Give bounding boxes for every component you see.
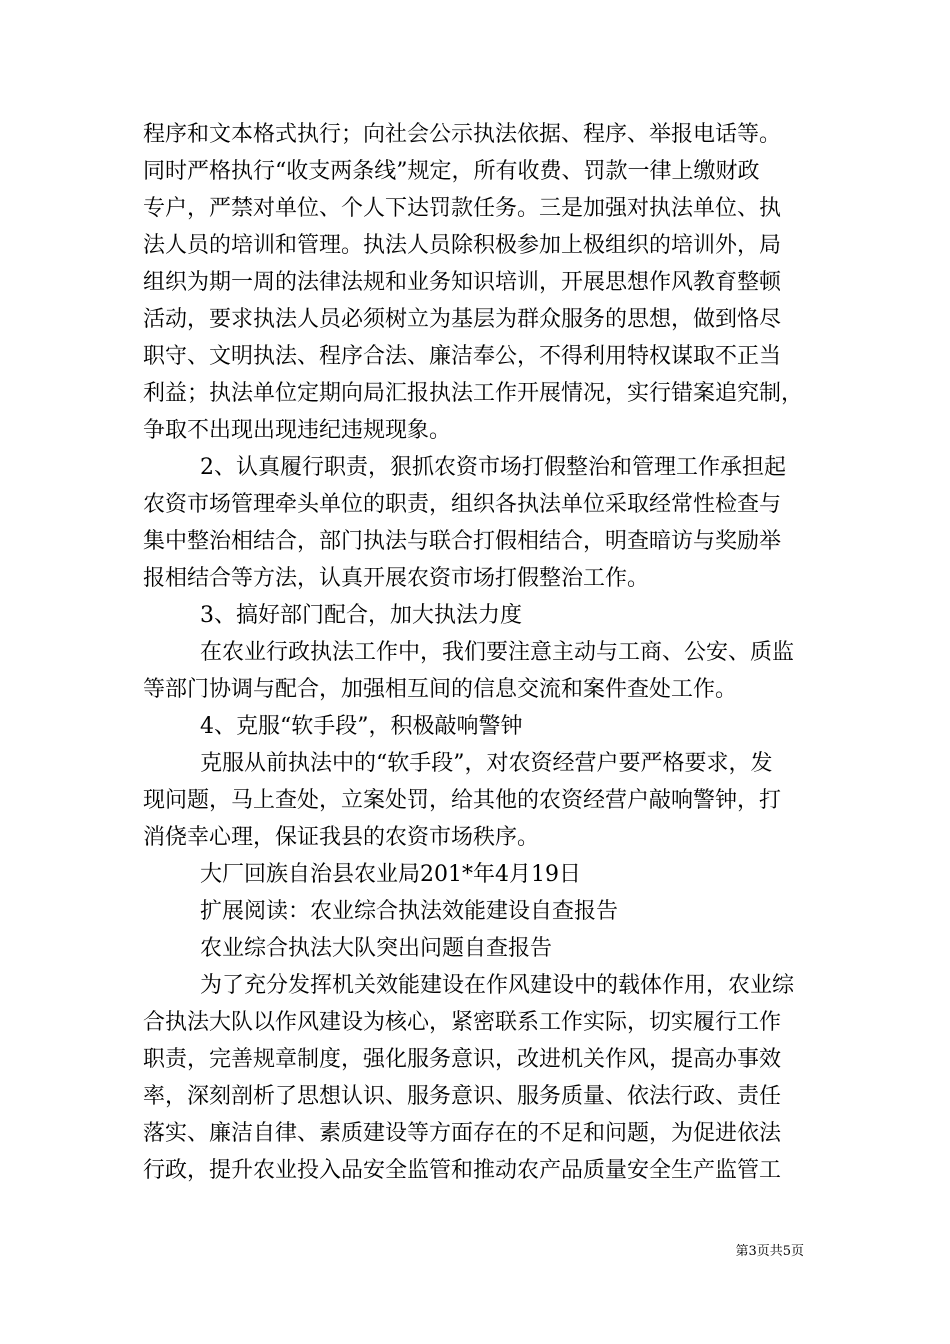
text-line: 职守、文明执法、程序合法、廉洁奉公，不得利用特权谋取不正当 [143, 344, 782, 369]
text-line: 程序和文本格式执行；向社会公示执法依据、程序、举报电话等。 [143, 122, 782, 147]
page-number-footer: 第3页共5页 [735, 1244, 804, 1259]
text-line: 同时严格执行“收支两条线”规定，所有收费、罚款一律上缴财政 [143, 159, 760, 184]
text-line: 报相结合等方法，认真开展农资市场打假整治工作。 [143, 566, 650, 591]
text-line: 集中整治相结合，部门执法与联合打假相结合，明查暗访与奖励举 [143, 529, 782, 554]
text-line: 为了充分发挥机关效能建设在作风建设中的载体作用，农业综 [200, 973, 795, 998]
text-line: 等部门协调与配合，加强相互间的信息交流和案件查处工作。 [143, 677, 738, 702]
extended-reading-title: 扩展阅读：农业综合执法效能建设自查报告 [200, 899, 619, 924]
text-line: 行政，提升农业投入品安全监管和推动农产品质量安全生产监管工 [143, 1158, 782, 1183]
text-line: 活动，要求执法人员必须树立为基层为群众服务的思想，做到恪尽 [143, 307, 782, 332]
report-title: 农业综合执法大队突出问题自查报告 [200, 936, 553, 961]
text-line: 法人员的培训和管理。执法人员除积极参加上极组织的培训外，局 [143, 233, 782, 258]
body-text [143, 116, 823, 1189]
text-line: 落实、廉洁自律、素质建设等方面存在的不足和问题，为促进依法 [143, 1121, 782, 1146]
text-line: 克服从前执法中的“软手段”，对农资经营户要严格要求，发 [200, 751, 773, 776]
text-line: 利益；执法单位定期向局汇报执法工作开展情况，实行错案追究制， [143, 381, 804, 406]
text-line: 消侥幸心理，保证我县的农资市场秩序。 [143, 825, 540, 850]
text-line: 争取不出现出现违纪违规现象。 [143, 418, 452, 443]
section-heading-3: 3、搞好部门配合，加大执法力度 [200, 603, 522, 628]
text-line: 合执法大队以作风建设为核心，紧密联系工作实际，切实履行工作 [143, 1010, 782, 1035]
text-line: 农资市场管理牵头单位的职责，组织各执法单位采取经常性检查与 [143, 492, 782, 517]
section-heading-4: 4、克服“软手段”，积极敲响警钟 [200, 714, 523, 739]
text-line: 组织为期一周的法律法规和业务知识培训，开展思想作风教育整顿 [143, 270, 782, 295]
text-line: 专户，严禁对单位、个人下达罚款任务。三是加强对执法单位、执 [143, 196, 782, 221]
text-line: 率，深刻剖析了思想认识、服务意识、服务质量、依法行政、责任 [143, 1084, 782, 1109]
text-line: 在农业行政执法工作中，我们要注意主动与工商、公安、质监 [200, 640, 795, 665]
section-heading-2: 2、认真履行职责，狠抓农资市场打假整治和管理工作承担起 [200, 455, 786, 480]
text-line: 职责，完善规章制度，强化服务意识，改进机关作风，提高办事效 [143, 1047, 782, 1072]
signature-date: 大厂回族自治县农业局201*年4月19日 [200, 862, 581, 887]
text-line: 现问题，马上查处，立案处罚，给其他的农资经营户敲响警钟，打 [143, 788, 782, 813]
